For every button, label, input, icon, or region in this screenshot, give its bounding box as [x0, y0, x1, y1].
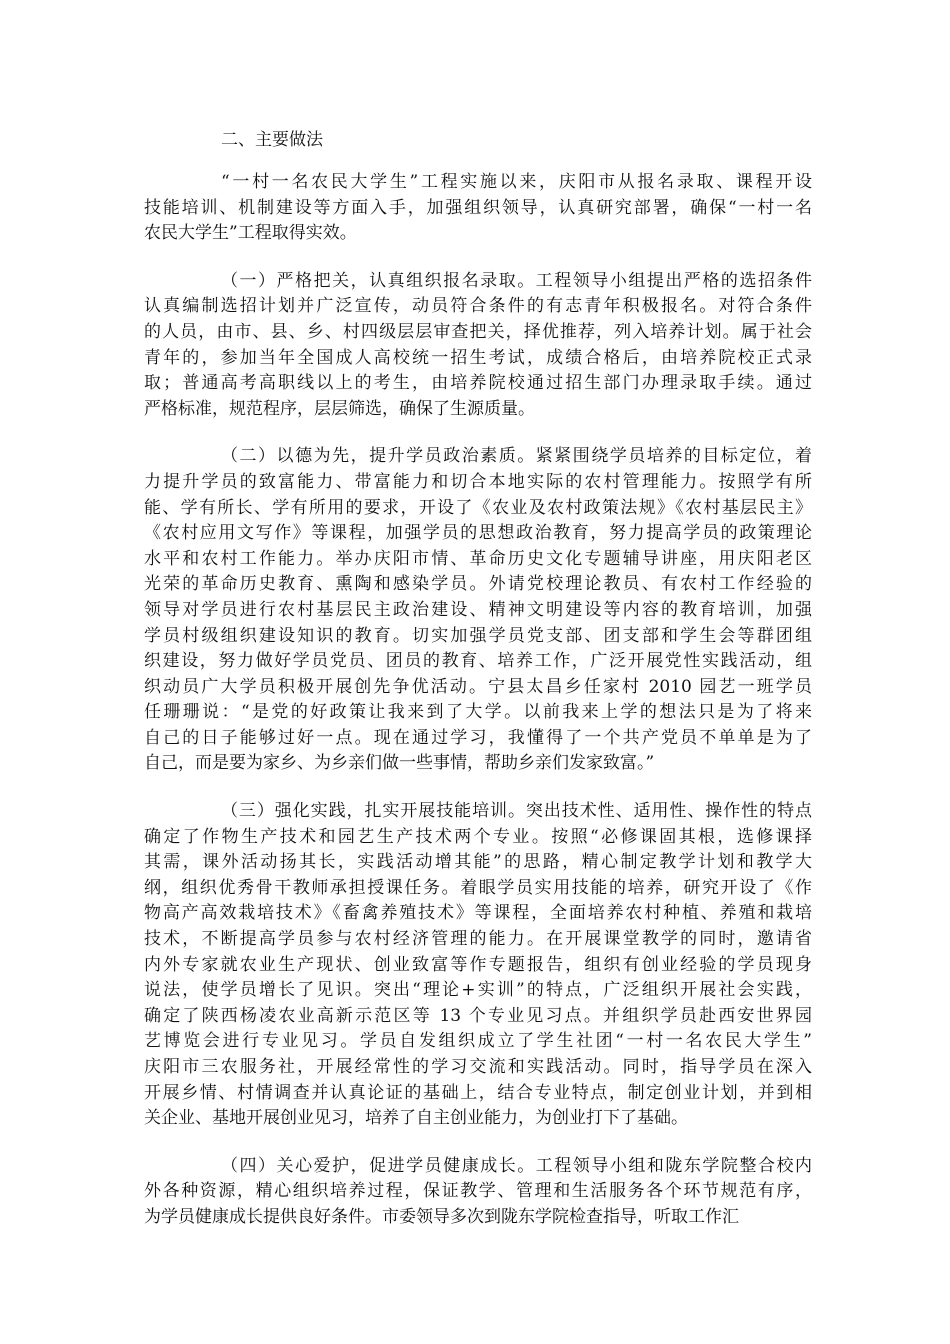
paragraph — [144, 444, 812, 777]
paragraph — [144, 269, 812, 423]
paragraph-line: 技能培训、机制建设等方面入手，加强组织领导，认真研究部署，确保“一村一名 — [144, 197, 812, 218]
paragraph-line: 的人员，由市、县、乡、村四级层层审查把关，择优推荐，列入培养计划。属于社会 — [144, 321, 812, 342]
paragraph-line: 自己的日子能够过好一点。现在通过学习，我懂得了一个共产党员不单单是为了 — [144, 727, 812, 748]
paragraph-line: （四）关心爱护，促进学员健康成长。工程领导小组和陇东学院整合校内 — [221, 1155, 812, 1176]
paragraph-line: 纲，组织优秀骨干教师承担授课任务。着眼学员实用技能的培养，研究开设了《作 — [144, 877, 812, 898]
paragraph — [144, 170, 812, 247]
paragraph-line: 关企业、基地开展创业见习，培养了自主创业能力，为创业打下了基础。 — [144, 1108, 688, 1129]
paragraph-line: 严格标准，规范程序，层层筛选，确保了生源质量。 — [144, 398, 535, 419]
paragraph-line: 学员村级组织建设知识的教育。切实加强学员党支部、团支部和学生会等群团组 — [144, 625, 812, 646]
paragraph-line: 能、学有所长、学有所用的要求，开设了《农业及农村政策法规》《农村基层民主》 — [144, 497, 812, 518]
paragraph — [144, 799, 812, 1132]
paragraph — [144, 1154, 812, 1231]
paragraph-line: 开展乡情、村情调查并认真论证的基础上，结合专业特点，制定创业计划，并到相 — [144, 1082, 812, 1103]
paragraph-line: 为学员健康成长提供良好条件。市委领导多次到陇东学院检查指导，听取工作汇 — [144, 1206, 739, 1227]
paragraph-list — [144, 170, 812, 1231]
paragraph-line: （二）以德为先，提升学员政治素质。紧紧围绕学员培养的目标定位，着 — [221, 446, 812, 467]
paragraph-line: 光荣的革命历史教育、熏陶和感染学员。外请党校理论教员、有农村工作经验的 — [144, 574, 812, 595]
paragraph-line: （一）严格把关，认真组织报名录取。工程领导小组提出严格的选招条件 — [221, 270, 812, 291]
paragraph-line: 取；普通高考高职线以上的考生，由培养院校通过招生部门办理录取手续。通过 — [144, 373, 812, 394]
document-page — [144, 128, 812, 1253]
paragraph-line: 说法，使学员增长了见识。突出“理论+实训”的特点，广泛组织开展社会实践， — [144, 980, 812, 1001]
paragraph-line: “一村一名农民大学生”工程实施以来，庆阳市从报名录取、课程开设 — [221, 172, 812, 192]
section-heading: 二、主要做法 — [221, 130, 323, 150]
paragraph-line: 织建设，努力做好学员党员、团员的教育、培养工作，广泛开展党性实践活动，组 — [144, 651, 812, 672]
paragraph-line: 认真编制选招计划并广泛宣传，动员符合条件的有志青年积极报名。对符合条件 — [144, 296, 812, 317]
paragraph-line: 确定了作物生产技术和园艺生产技术两个专业。按照“必修课固其根，选修课择 — [144, 826, 812, 847]
paragraph-line: 任珊珊说：“是党的好政策让我来到了大学。以前我来上学的想法只是为了将来 — [144, 702, 812, 723]
paragraph-line: 外各种资源，精心组织培养过程，保证教学、管理和生活服务各个环节规范有序， — [144, 1181, 812, 1202]
paragraph-line: 农民大学生”工程取得实效。 — [144, 223, 357, 244]
paragraph-line: 青年的，参加当年全国成人高校统一招生考试，成绩合格后，由培养院校正式录 — [144, 347, 812, 368]
paragraph-line: 自己，而是要为家乡、为乡亲们做一些事情，帮助乡亲们发家致富。” — [144, 753, 655, 774]
paragraph-line: 《农村应用文写作》等课程，加强学员的思想政治教育，努力提高学员的政策理论 — [144, 523, 812, 544]
paragraph-line: 内外专家就农业生产现状、创业致富等作专题报告，组织有创业经验的学员现身 — [144, 954, 812, 975]
paragraph-line: 领导对学员进行农村基层民主政治建设、精神文明建设等内容的教育培训，加强 — [144, 599, 812, 620]
paragraph-line: 技术，不断提高学员参与农村经济管理的能力。在开展课堂教学的同时，邀请省 — [144, 929, 812, 950]
paragraph-line: 庆阳市三农服务社，开展经常性的学习交流和实践活动。同时，指导学员在深入 — [144, 1057, 812, 1077]
paragraph-line: 物高产高效栽培技术》《畜禽养殖技术》等课程，全面培养农村种植、养殖和栽培 — [144, 903, 812, 924]
paragraph-line: 确定了陕西杨凌农业高新示范区等 13 个专业见习点。并组织学员赴西安世界园 — [144, 1005, 812, 1026]
paragraph-line: 织动员广大学员积极开展创先争优活动。宁县太昌乡任家村 2010 园艺一班学员 — [144, 676, 812, 697]
paragraph-line: 其需，课外活动扬其长，实践活动增其能”的思路，精心制定教学计划和教学大 — [144, 852, 812, 873]
paragraph-line: 艺博览会进行专业见习。学员自发组织成立了学生社团“一村一名农民大学生” — [144, 1031, 812, 1052]
paragraph-line: 力提升学员的致富能力、带富能力和切合本地实际的农村管理能力。按照学有所 — [144, 471, 812, 492]
paragraph-line: （三）强化实践，扎实开展技能培训。突出技术性、适用性、操作性的特点 — [221, 801, 812, 822]
paragraph-line: 水平和农村工作能力。举办庆阳市情、革命历史文化专题辅导讲座，用庆阳老区 — [144, 548, 812, 569]
